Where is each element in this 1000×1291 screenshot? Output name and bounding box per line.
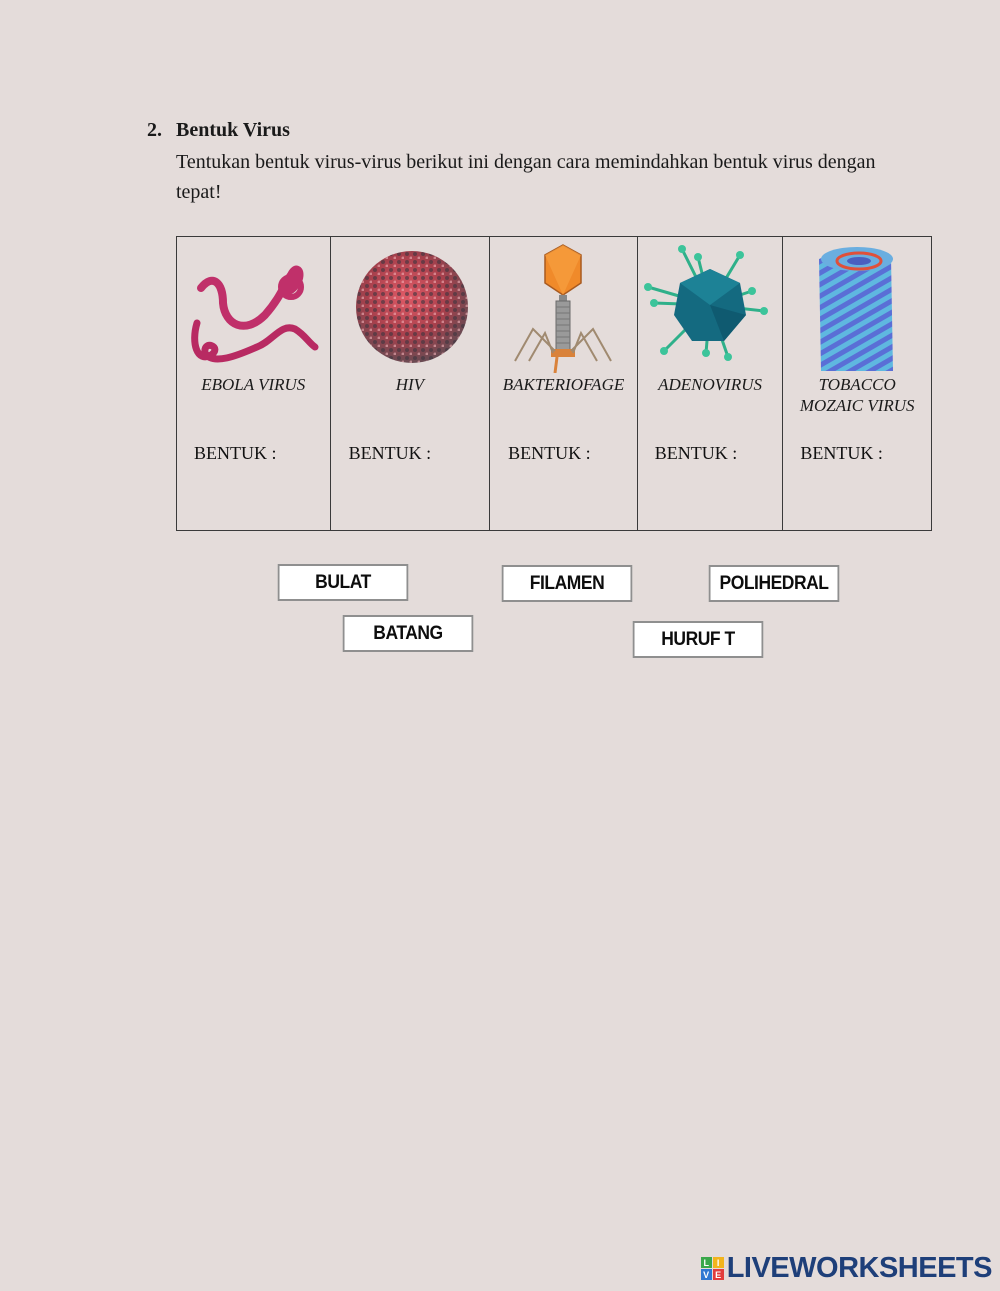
liveworksheets-branding — [701, 1252, 992, 1285]
drop-zone-adenovirus[interactable] — [646, 469, 775, 519]
virus-name-line2: MOZAIC VIRUS — [799, 396, 915, 415]
virus-name: BAKTERIOFAGE — [502, 375, 625, 394]
question-title: Bentuk Virus — [176, 119, 290, 141]
virus-name-line1: TOBACCO — [818, 375, 896, 394]
answer-label: BENTUK : — [348, 443, 432, 463]
answer-label: BENTUK : — [194, 443, 277, 463]
virus-cell-hiv — [331, 237, 491, 530]
logo-letter: E — [713, 1269, 724, 1280]
question-number: 2. — [147, 119, 162, 141]
drop-zone-ebola[interactable] — [185, 469, 322, 519]
answer-label: BENTUK : — [800, 443, 883, 463]
virus-cell-ebola — [177, 237, 331, 530]
drop-zone-bakteriofage[interactable] — [498, 469, 629, 519]
drop-zone-hiv[interactable] — [339, 469, 482, 519]
answer-chip-batang[interactable]: BATANG — [343, 615, 474, 652]
question-instruction: Tentukan bentuk virus-virus berikut ini dengan cara memindahkan bentuk virus dengan tepat! — [176, 151, 876, 203]
virus-name — [783, 374, 931, 416]
logo-letter: I — [713, 1257, 724, 1268]
answer-chip-filamen[interactable]: FILAMEN — [502, 565, 633, 602]
hiv-virus-icon — [340, 243, 480, 373]
virus-cell-bakteriofage — [490, 237, 638, 530]
drop-zone-tobacco-mozaic[interactable] — [791, 469, 923, 519]
ebola-virus-icon — [183, 243, 323, 373]
virus-name: HIV — [395, 375, 425, 394]
logo-letter: V — [701, 1269, 712, 1280]
answer-label: BENTUK : — [654, 443, 738, 463]
virus-cell-tobacco-mozaic — [783, 237, 931, 530]
virus-shape-table — [176, 236, 932, 531]
logo-letter: L — [701, 1257, 712, 1268]
bacteriophage-icon — [493, 243, 633, 373]
answer-chip-polihedral[interactable]: POLIHEDRAL — [709, 565, 840, 602]
tobacco-mosaic-virus-icon — [787, 243, 927, 373]
adenovirus-icon — [640, 243, 780, 373]
liveworksheets-logo-icon — [701, 1257, 724, 1280]
virus-name: ADENOVIRUS — [658, 375, 763, 394]
answer-chip-bulat[interactable]: BULAT — [278, 564, 409, 601]
virus-name: EBOLA VIRUS — [201, 375, 306, 394]
answer-chip-huruf-t[interactable]: HURUF T — [633, 621, 764, 658]
brand-wordmark: LIVEWORKSHEETS — [726, 1252, 992, 1284]
virus-cell-adenovirus — [638, 237, 784, 530]
answer-label: BENTUK : — [508, 443, 591, 463]
